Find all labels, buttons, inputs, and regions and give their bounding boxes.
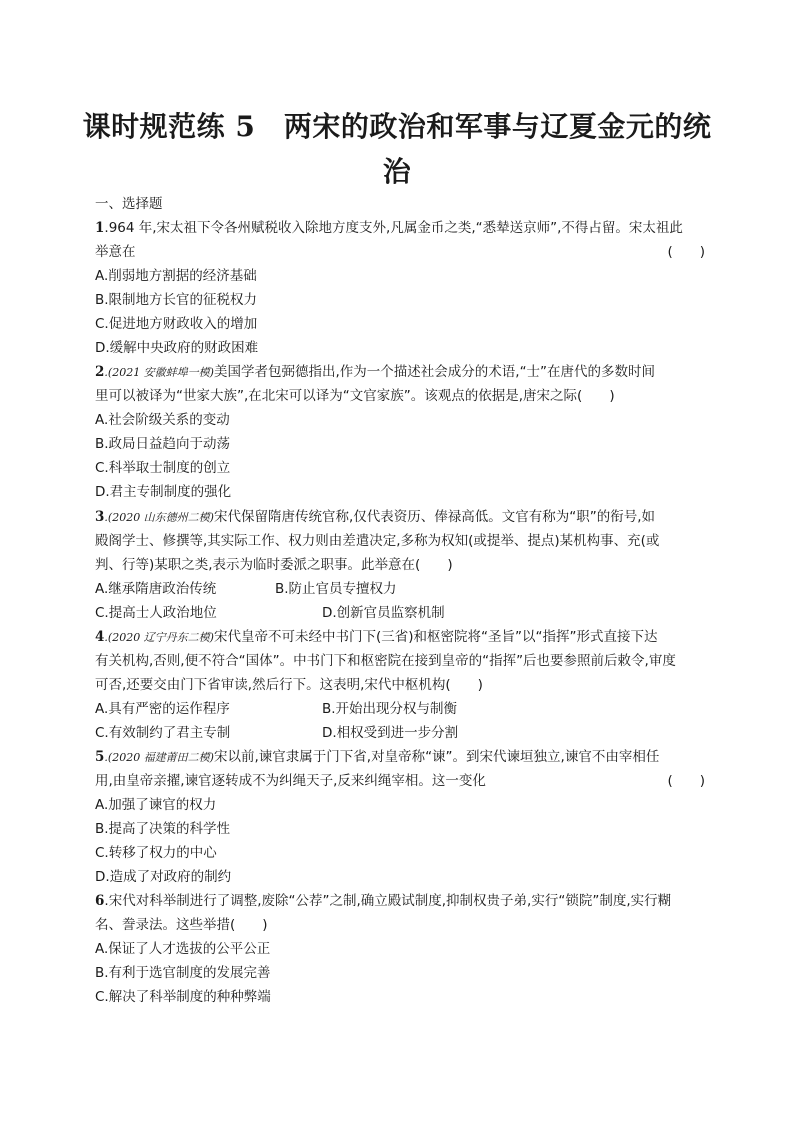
question-1-stem-cont <box>95 240 705 264</box>
q5-option-d: D.造成了对政府的制约 <box>95 869 232 885</box>
q4-option-c: C.有效制约了君主专制 <box>95 725 231 741</box>
q3-options-row1 <box>95 577 705 601</box>
q4-option-b: B.开始出现分权与制衡 <box>322 701 458 717</box>
question-6-stem-cont: 名、誊录法。这些举措( ) <box>95 917 268 933</box>
q6-option-b: B.有利于选官制度的发展完善 <box>95 965 271 981</box>
question-source: .(2021 安徽蚌埠一模) <box>104 366 214 379</box>
q3-options-row2 <box>95 601 705 625</box>
question-text: 举意在 <box>95 244 136 260</box>
question-source: .(2020 辽宁丹东二模) <box>104 631 214 644</box>
question-4-stem-cont: 有关机构,否则,便不符合“国体”。中书门下和枢密院在接到皇帝的“指挥”后也要参照前后敕令,审度 <box>95 653 676 669</box>
q1-option-a: A.削弱地方割据的经济基础 <box>95 268 257 284</box>
q3-option-b: B.防止官员专擅权力 <box>275 581 397 597</box>
q6-option-c: C.解决了科举制度的种种弊端 <box>95 989 271 1005</box>
question-number: 2 <box>95 364 105 380</box>
q2-option-c: C.科举取士制度的创立 <box>95 460 231 476</box>
q3-option-a: A.继承隋唐政治传统 <box>95 581 217 597</box>
q2-option-d: D.君主专制制度的强化 <box>95 484 232 500</box>
question-number: 6 <box>95 893 105 909</box>
question-5-stem <box>95 745 705 770</box>
answer-paren: ( ) <box>667 773 705 789</box>
question-text: 宋代保留隋唐传统官称,仅代表资历、俸禄高低。文官有称为“职”的衔号,如 <box>213 509 656 525</box>
section-heading: 一、选择题 <box>95 196 163 212</box>
q1-option-b: B.限制地方长官的征税权力 <box>95 292 258 308</box>
q4-option-a: A.具有严密的运作程序 <box>95 701 230 717</box>
question-source: .(2020 福建莆田二模) <box>104 751 214 764</box>
question-3-stem-cont2: 判、行等)某职之类,表示为临时委派之职事。此举意在( ) <box>95 557 453 573</box>
q3-option-d: D.创新官员监察机制 <box>322 605 445 621</box>
question-2-stem <box>95 360 705 385</box>
question-1-stem <box>95 216 705 240</box>
question-6-stem <box>95 889 705 913</box>
q5-option-c: C.转移了权力的中心 <box>95 845 217 861</box>
q3-option-c: C.提高士人政治地位 <box>95 605 217 621</box>
question-number: 3 <box>95 509 105 525</box>
question-number: 1 <box>95 220 105 236</box>
question-text: 宋代皇帝不可未经中书门下(三省)和枢密院将“圣旨”以“指挥”形式直接下达 <box>213 629 658 645</box>
question-4-stem <box>95 625 705 650</box>
question-2-stem-cont: 里可以被译为“世家大族”,在北宋可以译为“文官家族”。该观点的依据是,唐宋之际( ) <box>95 388 615 404</box>
question-text: 用,由皇帝亲擢,谏官逐转成不为纠绳天子,反来纠绳宰相。这一变化 <box>95 773 486 789</box>
page-title-line2: 治 <box>382 155 412 188</box>
question-number: 5 <box>95 749 105 765</box>
q1-option-d: D.缓解中央政府的财政困难 <box>95 340 259 356</box>
q5-option-b: B.提高了决策的科学性 <box>95 821 231 837</box>
question-source: .(2020 山东德州二模) <box>104 511 214 524</box>
question-3-stem <box>95 505 705 530</box>
q5-option-a: A.加强了谏官的权力 <box>95 797 217 813</box>
question-4-stem-cont2: 可否,还要交由门下省审读,然后行下。这表明,宋代中枢机构( ) <box>95 677 483 693</box>
q2-option-a: A.社会阶级关系的变动 <box>95 412 230 428</box>
q2-option-b: B.政局日益趋向于动荡 <box>95 436 231 452</box>
question-text: .宋代对科举制进行了调整,废除“公荐”之制,确立殿试制度,抑制权贵子弟,实行“锁院”制度,实行糊 <box>104 893 672 909</box>
question-text: 宋以前,谏官隶属于门下省,对皇帝称“谏”。到宋代谏垣独立,谏官不由宰相任 <box>213 749 660 765</box>
question-number: 4 <box>95 629 105 645</box>
question-text: 美国学者包弼德指出,作为一个描述社会成分的术语,“士”在唐代的多数时间 <box>213 364 656 380</box>
question-text: .964 年,宋太祖下令各州赋税收入除地方度支外,凡属金币之类,“悉辇送京师”,不得占留。宋太祖此 <box>104 220 683 236</box>
q4-options-row1 <box>95 697 705 721</box>
q4-option-d: D.相权受到进一步分割 <box>322 725 459 741</box>
question-5-stem-cont <box>95 769 705 793</box>
q1-option-c: C.促进地方财政收入的增加 <box>95 316 258 332</box>
answer-paren: ( ) <box>667 244 705 260</box>
page-title-line1: 课时规范练 5 两宋的政治和军事与辽夏金元的统 <box>82 110 712 143</box>
q6-option-a: A.保证了人才选拔的公平公正 <box>95 941 271 957</box>
question-3-stem-cont: 殿阁学士、修撰等,其实际工作、权力则由差遣决定,多称为权知(或提举、提点)某机构事、充(或 <box>95 533 660 549</box>
q4-options-row2 <box>95 721 705 745</box>
